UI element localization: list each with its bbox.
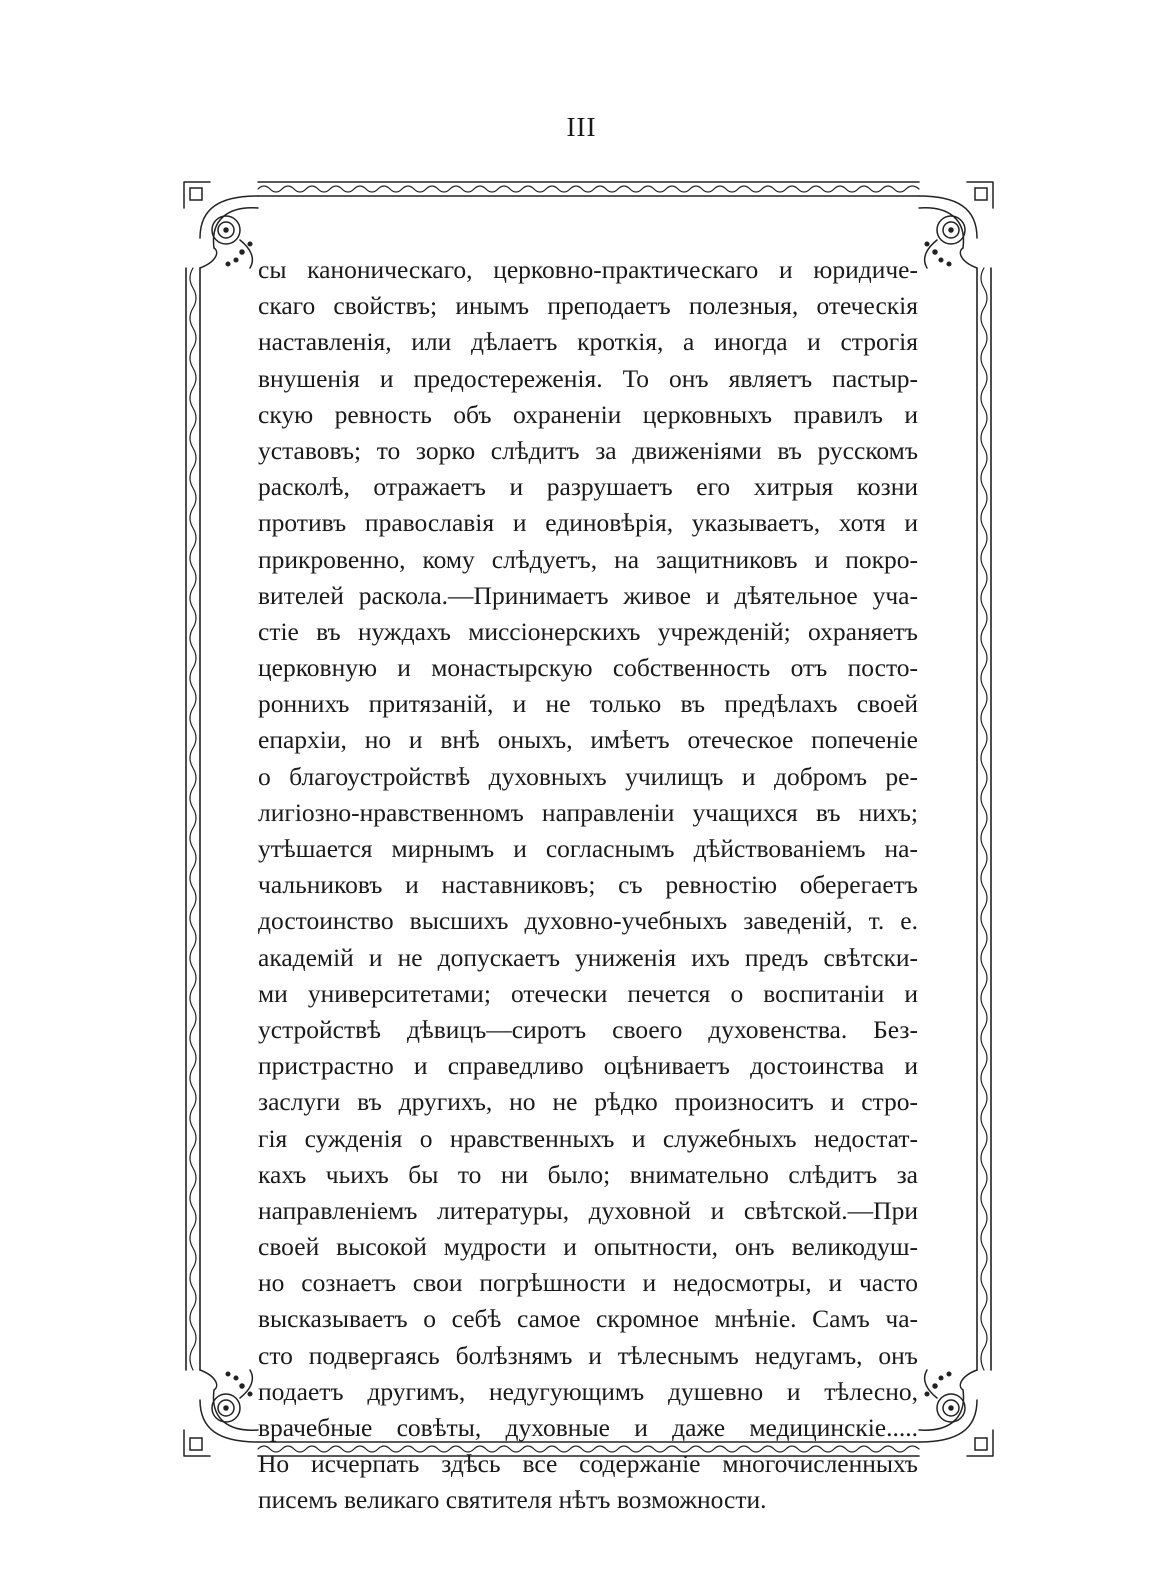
text-line: но сознаетъ свои погрѣшности и недосмотры, и часто — [258, 1268, 918, 1298]
text-line: расколѣ, отражаетъ и разрушаетъ его хитрыя козни — [258, 472, 918, 502]
text-line: ми университетами; отечески печется о воспитаніи и — [258, 978, 918, 1008]
text-line: скаго свойствъ; инымъ преподаетъ полезныя, отеческія — [258, 291, 918, 321]
text-line: академій и не допускаетъ униженія ихъ предъ свѣтски- — [258, 942, 918, 972]
page-text — [258, 252, 918, 1519]
text-line: наставленія, или дѣлаетъ кроткія, а иногда и строгія — [258, 327, 918, 357]
text-line: внушенія и предостереженія. То онъ являетъ пастыр- — [258, 363, 918, 393]
text-line: о благоустройствѣ духовныхъ училищъ и добромъ ре- — [258, 761, 918, 791]
text-line-last: писемъ великаго святителя нѣтъ возможности. — [258, 1485, 767, 1515]
text-line: достоинство высшихъ духовно-учебныхъ заведеній, т. е. — [258, 906, 918, 936]
text-line: врачебные совѣты, духовные и даже медицинскіе..... — [258, 1413, 918, 1442]
text-line: заслуги въ другихъ, но не рѣдко произноситъ и стро- — [258, 1087, 918, 1117]
text-line: утѣшается мирнымъ и согласнымъ дѣйствованіемъ на- — [258, 834, 918, 863]
text-line: роннихъ притязаній, и не только въ предѣлахъ своей — [258, 689, 918, 719]
text-line: церковную и монастырскую собственность отъ посто- — [258, 653, 918, 683]
text-line: устройствѣ дѣвицъ—сиротъ своего духовенства. Без- — [258, 1014, 918, 1044]
text-line: сы каноническаго, церковно-практическаго и юридиче- — [258, 255, 918, 284]
text-line: сто подвергаясь болѣзнямъ и тѣлеснымъ недугамъ, онъ — [258, 1340, 918, 1370]
text-line: епархіи, но и внѣ оныхъ, имѣетъ отеческое попеченіе — [258, 725, 918, 755]
text-line: лигіозно-нравственномъ направленіи учащихся въ нихъ; — [258, 797, 918, 827]
page-number: III — [566, 112, 597, 142]
text-line: кахъ чьихъ бы то ни было; внимательно слѣдитъ за — [258, 1159, 918, 1189]
text-line: Но исчерпать здѣсь все содержаніе многочисленныхъ — [258, 1449, 918, 1479]
text-line: скую ревность объ охраненіи церковныхъ правилъ и — [258, 399, 918, 429]
text-line: пристрастно и справедливо оцѣниваетъ достоинства и — [258, 1051, 918, 1081]
text-line: высказываетъ о себѣ самое скромное мнѣніе. Самъ ча- — [258, 1304, 918, 1334]
text-line: своей высокой мудрости и опытности, онъ великодуш- — [258, 1232, 918, 1262]
text-line: прикровенно, кому слѣдуетъ, на защитниковъ и покро- — [258, 544, 918, 574]
text-line: подаетъ другимъ, недугующимъ душевно и тѣлесно, — [258, 1376, 918, 1406]
text-line: противъ православія и единовѣрія, указываетъ, хотя и — [258, 508, 918, 538]
text-line: вителей раскола.—Принимаетъ живое и дѣятельное уча- — [258, 580, 918, 610]
text-line: уставовъ; то зорко слѣдитъ за движеніями въ русскомъ — [258, 435, 918, 465]
text-line: чальниковъ и наставниковъ; съ ревностію оберегаетъ — [258, 870, 918, 900]
text-line: направленіемъ литературы, духовной и свѣтской.—При — [258, 1195, 918, 1225]
text-line: гія сужденія о нравственныхъ и служебныхъ недостат- — [258, 1123, 918, 1153]
text-line: стіе въ нуждахъ миссіонерскихъ учрежденій; охраняетъ — [258, 616, 918, 646]
